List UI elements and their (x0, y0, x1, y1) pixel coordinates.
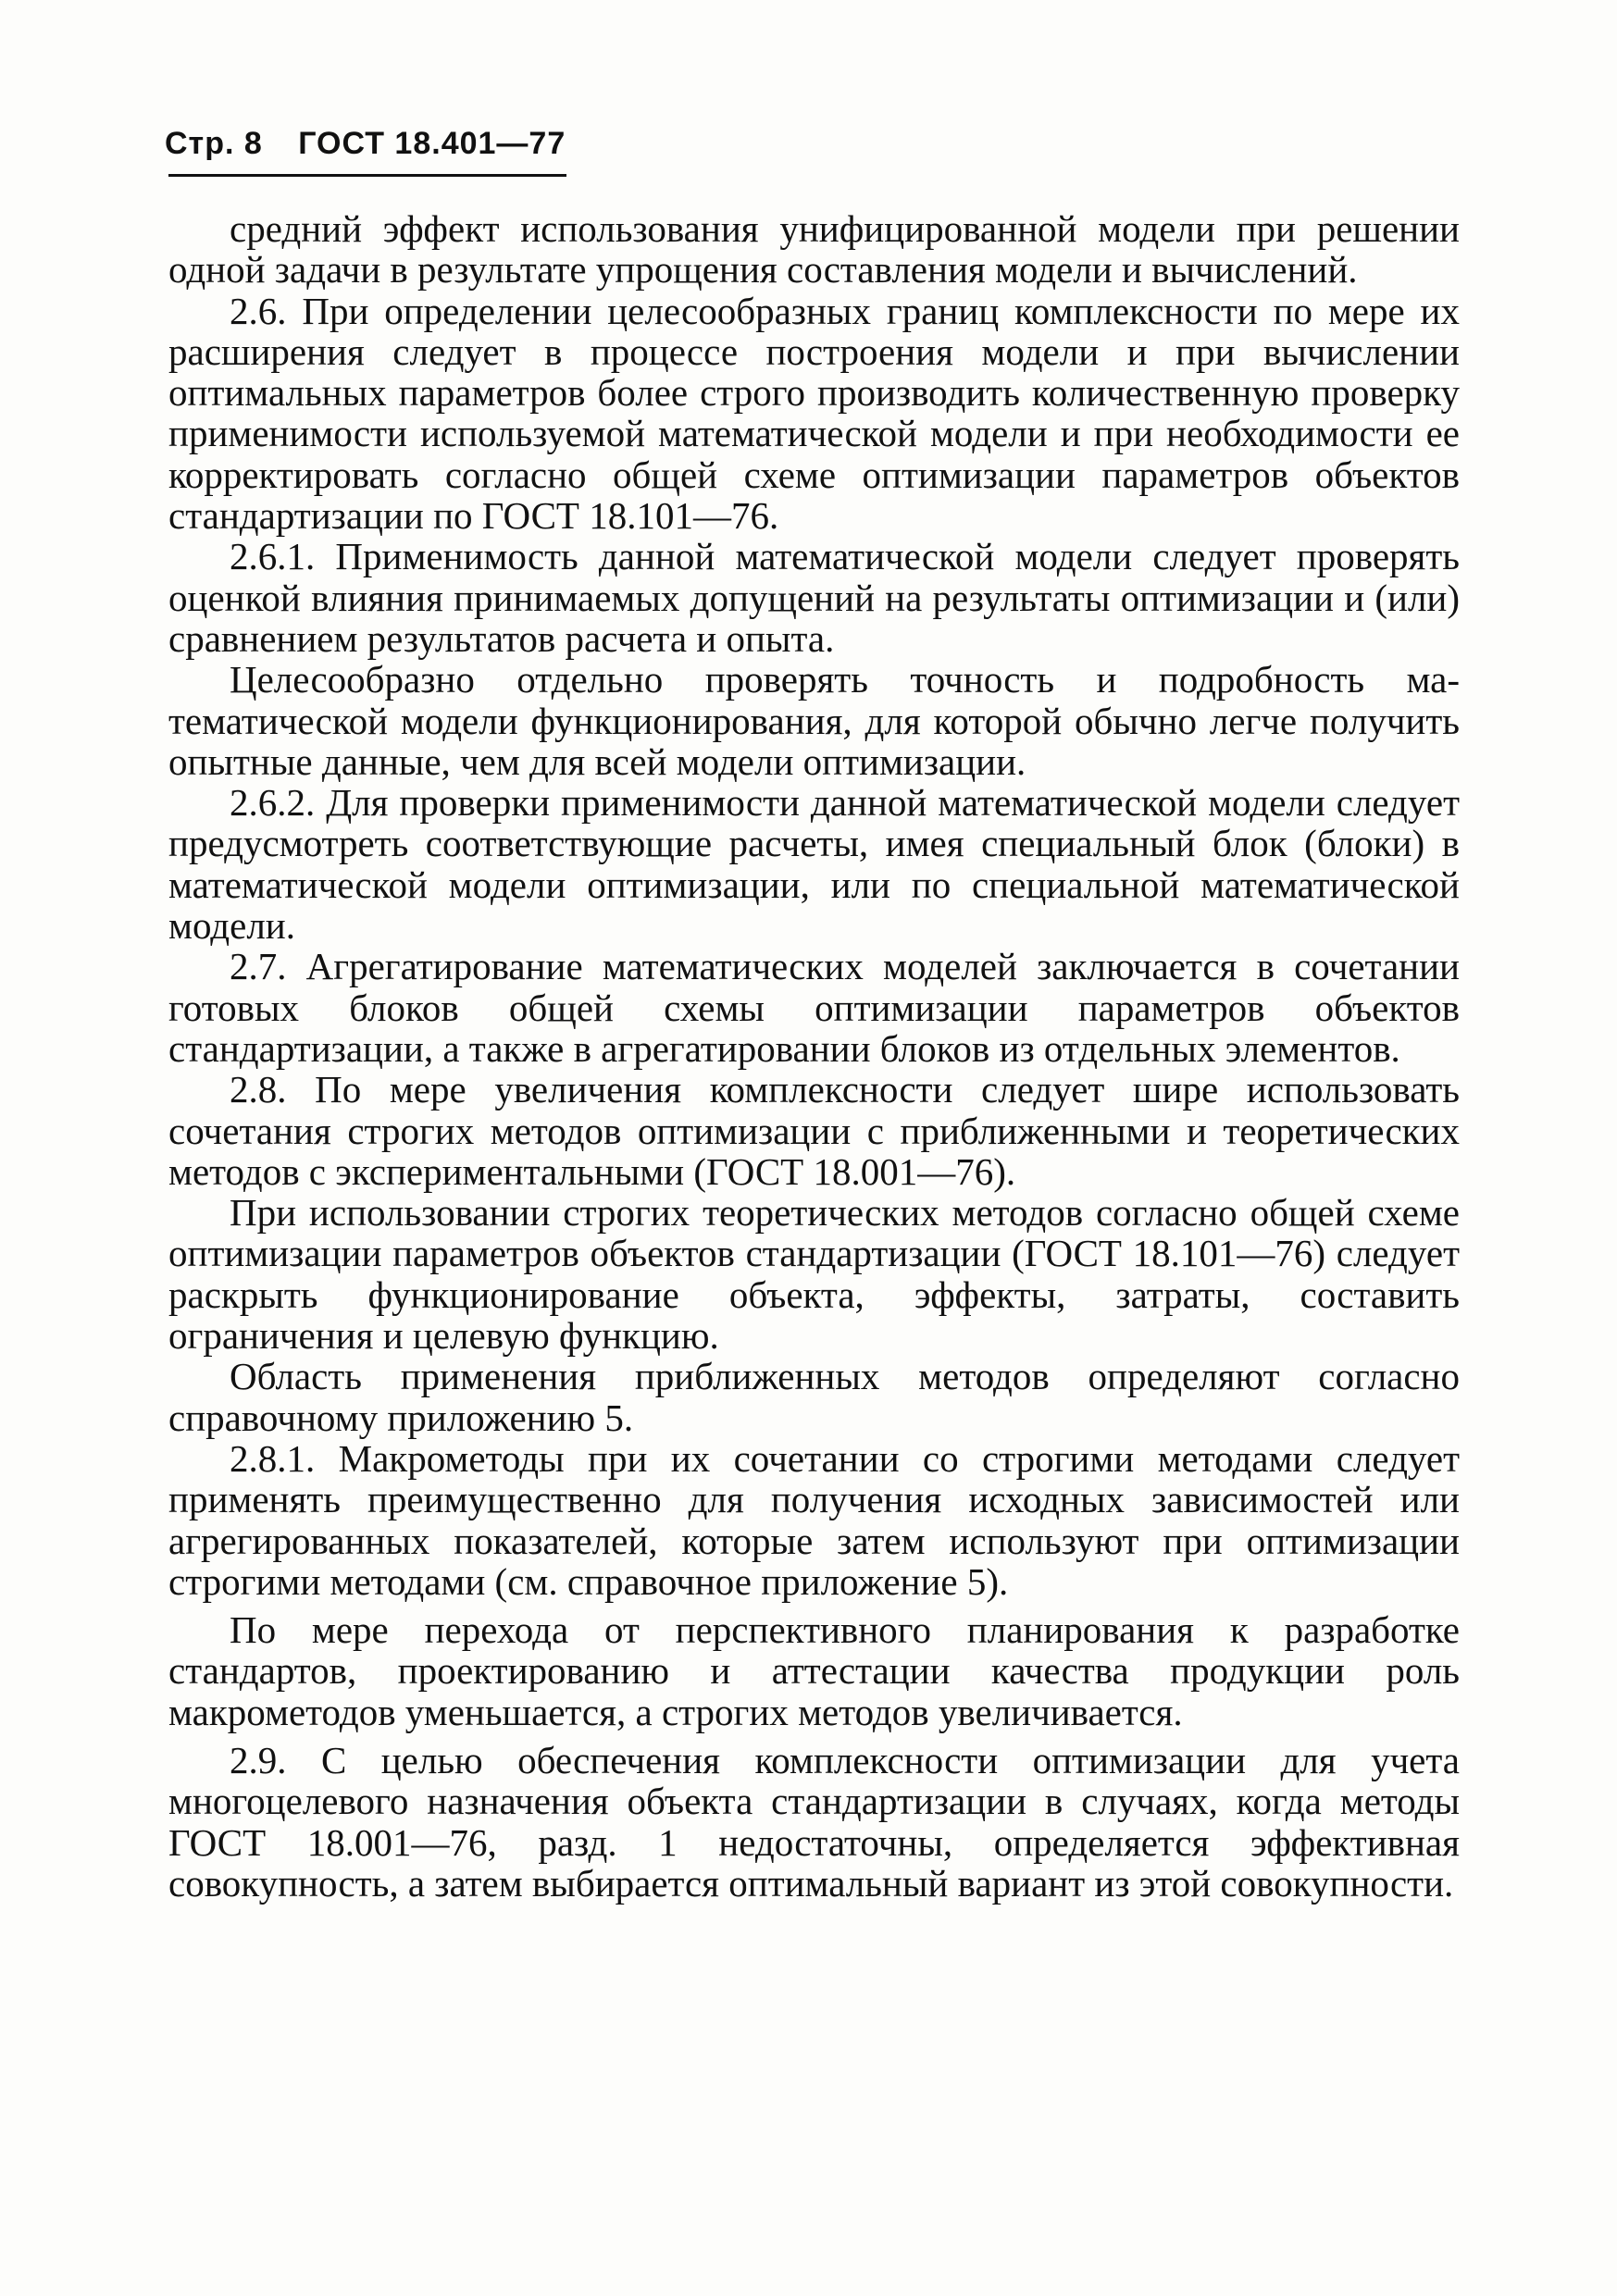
paragraph-2-8-1-note: По мере перехода от перспективного планирования к разработке стандартов, проектированию и аттестации качества продукции роль макрометодов уменьшается, а строгих методов увеличивается. (168, 1608, 1460, 1733)
body-text (168, 208, 1460, 1904)
page-number: Стр. 8 (165, 126, 263, 161)
paragraph-2-7: 2.7. Агрегатирование математических моделей заключается в сочетании готовых блоков общей схемы оптимизации параметров объектов стандартизации, а также в агрегатировании блоков из отдельных элементов. (168, 945, 1460, 1070)
paragraph-2-6-1: 2.6.1. Применимость данной математической модели следует проверять оценкой влияния принимаемых допущений на результаты оптимизации и (или) сравнением результатов расчета и опыта. (168, 535, 1460, 660)
paragraph-2-8: 2.8. По мере увеличения комплексности следует шире использовать сочетания строгих методов оптимизации с приближенными и теоретических методов с экспериментальными (ГОСТ 18.001—76). (168, 1068, 1460, 1193)
paragraph-continuation: средний эффект использования унифицированной модели при решении одной задачи в результате упрощения составления модели и вычислений. (168, 207, 1460, 292)
paragraph-2-6: 2.6. При определении целесообразных границ комплексности по мере их расширения следует в процессе построения модели и при вычислении оптимальных параметров более строго производить количественную проверку применимости используемой математической модели и при необходимости ее корректировать согласно общей схеме оптимизации параметров объектов стандартизации по ГОСТ 18.101—76. (168, 289, 1460, 538)
header-rule (168, 174, 566, 177)
paragraph-2-8-strict: При использовании строгих теоретических методов согласно общей схеме оптимизации параметров объектов стандартизации (ГОСТ 18.101—76) следует раскрыть функционирование объекта, эффекты, затраты, составить ограничения и целевую функцию. (168, 1191, 1460, 1358)
running-header (165, 126, 572, 162)
paragraph-2-8-1: 2.8.1. Макрометоды при их сочетании со строгими методами следует применять преимущественно для получения исходных зависимостей или агрегированных показателей, которые затем используют при оптимизации строгими методами (см. справочное приложение 5). (168, 1436, 1460, 1603)
paragraph-2-6-2: 2.6.2. Для проверки применимости данной математической модели следует предусмотреть соответствующие расчеты, имея специальный блок (блоки) в математической модели оптимизации, или по специальной математической модели. (168, 781, 1460, 948)
paragraph-2-6-1-note: Целесообразно отдельно проверять точность и подробность математической модели функционирования, для которой обычно легче получить опытные данные, чем для всей модели оптимизации. (168, 658, 1460, 783)
paragraph-2-9: 2.9. С целью обеспечения комплексности оптимизации для учета многоцелевого назначения объекта стандартизации в случаях, когда методы ГОСТ 18.001—76, разд. 1 недостаточны, определяется эффективная совокупность, а затем выбирается оптимальный вариант из этой совокупности. (168, 1738, 1460, 1905)
standard-code: ГОСТ 18.401—77 (298, 126, 566, 161)
paragraph-2-8-approx: Область применения приближенных методов определяют согласно справочному приложению 5. (168, 1355, 1460, 1439)
